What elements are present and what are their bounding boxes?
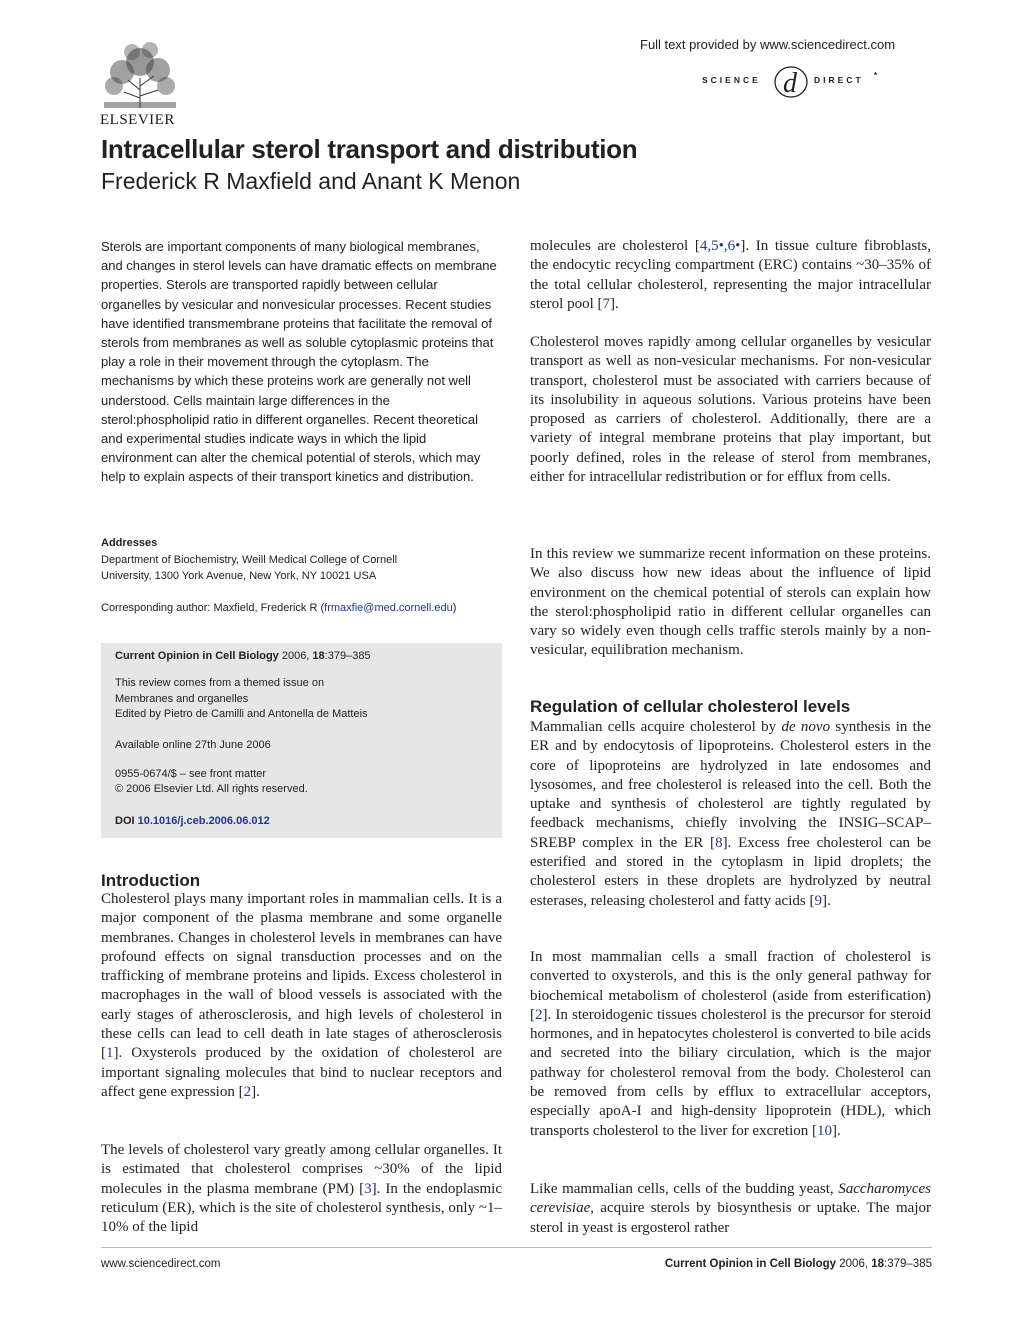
- citation-ref[interactable]: 2: [243, 1083, 252, 1100]
- citation-ref[interactable]: 1: [106, 1045, 114, 1062]
- abstract: Sterols are important components of many biological membranes, and changes in sterol levels can have dramatic effects on membrane properties. Sterols are transported rapidly between cellular organelles by vesicular and nonvesicular processes. Recent studies have identified transmembrane proteins that facilitate the removal of sterols from membranes as well as soluble cytoplasmic proteins that play a role in their movement through the cytoplasm. The mechanisms by which these proteins work are generally not well understood. Cells maintain large differences in the sterol:phospholipid ratio in different organelles. Recent theoretical and experimental studies indicate ways in which the lipid environment can alter the chemical potential of sterols, which may help to explain aspects of their transport kinetics and distribution.: [101, 239, 497, 485]
- footer-journal: Current Opinion in Cell Biology: [664, 1258, 837, 1270]
- right-paragraph-6: Like mammalian cells, cells of the budding yeast, Saccharomyces cerevisiae, acquire sterols by biosynthesis or uptake. The major sterol in yeast is ergosterol rather: [530, 1181, 931, 1236]
- footer-pages: :379–385: [884, 1258, 932, 1270]
- addresses: [101, 552, 501, 584]
- citation-year: 2006,: [278, 650, 313, 662]
- introduction-heading: Introduction: [101, 871, 201, 890]
- citation-ref[interactable]: 3: [364, 1180, 372, 1197]
- doi: [115, 814, 270, 830]
- editors: Edited by Pietro de Camilli and Antonella de Matteis: [115, 708, 368, 720]
- corresponding-prefix: Corresponding author: Maxfield, Frederick R (: [101, 602, 325, 614]
- issn: 0955-0674/$ – see front matter: [115, 768, 267, 780]
- sciencedirect-brand[interactable]: [702, 62, 932, 102]
- theme-name: Membranes and organelles: [115, 693, 249, 705]
- footer-year: 2006,: [836, 1258, 872, 1270]
- address-line: Department of Biochemistry, Weill Medical College of Cornell: [101, 554, 398, 566]
- citation-ref[interactable]: 4,5•,6•: [699, 238, 741, 254]
- trademark-icon: *: [874, 71, 881, 80]
- addresses-heading: Addresses: [101, 537, 158, 549]
- copyright: © 2006 Elsevier Ltd. All rights reserved.: [115, 783, 308, 795]
- doi-label: DOI: [115, 815, 135, 827]
- regulation-heading: Regulation of cellular cholesterol levels: [530, 697, 851, 716]
- brand-left: SCIENCE: [702, 75, 761, 85]
- citation: [115, 649, 371, 665]
- right-paragraph-2: Cholesterol moves rapidly among cellular organelles by vesicular transport as well as non-vesicular mechanisms. For non-vesicular transport, cholesterol must be associated with carriers because of its insolubility in aqueous solutions. Various proteins have been proposed as carriers of cholesterol. Additionally, there are a variety of integral membrane proteins that play important, but poorly defined, roles in the release of sterol from membranes, either for intracellular redistribution or for efflux from cells.: [530, 334, 931, 486]
- citation-volume: 18: [312, 650, 325, 662]
- citation-ref[interactable]: 9: [814, 892, 822, 909]
- available-online: Available online 27th June 2006: [115, 739, 271, 751]
- right-paragraph-4: Mammalian cells acquire cholesterol by de novo synthesis in the ER and by endocytosis of lipoproteins. Cholesterol esters in the core of lipoproteins are hydrolyzed in late endosomes and lysosomes, and free cholesterol is released into the cell. Both the uptake and synthesis of cholesterol are tightly regulated by feedback mechanisms, chiefly involving the INSIG–SCAP–SREBP complex in the ER [8]. Excess free cholesterol can be esterified and stored in the cytoplasm in lipid droplets; the cholesterol esters in these droplets are hydrolyzed by neutral esterases, releasing cholesterol and fatty acids [9].: [530, 719, 931, 909]
- footer-volume: 18: [871, 1258, 885, 1270]
- footer-citation: [640, 1258, 932, 1270]
- article-authors: Frederick R Maxfield and Anant K Menon: [101, 168, 521, 194]
- publisher-wordmark: ELSEVIER: [100, 112, 175, 128]
- citation-ref[interactable]: 2: [535, 1006, 543, 1023]
- right-paragraph-3: In this review we summarize recent information on these proteins. We also discuss how new ideas about the influence of lipid environment on the chemical potential of sterols can explain how the sterol:phospholipid ratio in different cellular organelles can vary so widely even though cells traffic sterols mainly by a non-vesicular, equilibration mechanism.: [530, 546, 931, 659]
- sciencedirect-at-icon: [772, 62, 810, 102]
- citation-ref[interactable]: 8: [715, 834, 723, 851]
- article-info-box: [101, 643, 502, 838]
- corresponding-author: [101, 600, 511, 616]
- article-title: Intracellular sterol transport and distribution: [101, 134, 638, 164]
- address-line: University, 1300 York Avenue, New York, NY 10021 USA: [101, 570, 377, 582]
- brand-right: DIRECT: [814, 75, 864, 85]
- footer-rule: [101, 1247, 932, 1248]
- corresponding-suffix: ): [452, 602, 457, 614]
- intro-paragraph-1: Cholesterol plays many important roles in mammalian cells. It is a major component of the plasma membrane and some organelle membranes. Changes in cholesterol levels in membranes can have profound effects on signal transduction processes and on the trafficking of membrane proteins and lipids. Excess cholesterol in macrophages in the wall of blood vessels is associated with the early stages of atherosclerosis, and high levels of cholesterol in these cells can lead to cell death in late stages of atherosclerosis [1]. Oxysterols produced by the oxidation of cholesterol are important signaling molecules that bind to nuclear receptors and affect gene expression [2].: [101, 891, 502, 1100]
- citation-ref[interactable]: 7: [602, 295, 610, 312]
- doi-link[interactable]: 10.1016/j.ceb.2006.06.012: [137, 815, 270, 827]
- citation-pages: :379–385: [324, 650, 371, 662]
- right-paragraph-5: In most mammalian cells a small fraction of cholesterol is converted to oxysterols, and this is the only general pathway for biochemical metabolism of cholesterol (aside from esterification) [2]. In steroidogenic tissues cholesterol is the precursor for steroid hormones, and in hepatocytes cholesterol is converted to bile acids and secreted into the biliary circulation, which is the major pathway for cholesterol removal from the body. Cholesterol can be removed from cells by efflux to extracellular acceptors, especially apoA-I and high-density lipoprotein (HDL), which transports cholesterol to the liver for excretion [10].: [530, 949, 931, 1139]
- full-text-note[interactable]: Full text provided by www.sciencedirect.com: [640, 37, 896, 52]
- journal-name: Current Opinion in Cell Biology: [115, 650, 279, 662]
- footer-website[interactable]: www.sciencedirect.com: [101, 1258, 221, 1270]
- intro-paragraph-2: The levels of cholesterol vary greatly among cellular organelles. It is estimated that cholesterol comprises ~30% of the lipid molecules in the plasma membrane (PM) [3]. In the endoplasmic reticulum (ER), which is the site of cholesterol synthesis, only ~1–10% of the lipid: [101, 1142, 502, 1236]
- brand-mark: d: [783, 68, 797, 99]
- email-link[interactable]: frmaxfie@med.cornell.edu: [324, 602, 453, 614]
- right-paragraph-1: molecules are cholesterol [4,5•,6•]. In tissue culture fibroblasts, the endocytic recycling compartment (ERC) contains ~30–35% of the total cellular cholesterol, representing the major intracellular sterol pool [7].: [530, 238, 931, 312]
- citation-ref[interactable]: 10: [817, 1122, 832, 1139]
- theme-line: This review comes from a themed issue on: [115, 677, 325, 689]
